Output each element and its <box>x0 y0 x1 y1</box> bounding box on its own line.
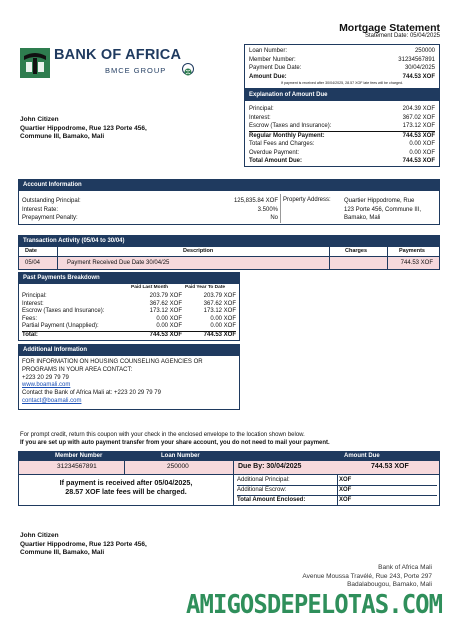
explanation-value: 744.53 XOF <box>402 158 435 164</box>
outstanding-label: Outstanding Principal: <box>22 198 81 204</box>
customer-address-line1: Quartier Hippodrome, Rue 123 Porte 456, <box>20 124 147 132</box>
coupon-due-amount: 744.53 XOF <box>371 462 409 470</box>
explanation-label: Regular Monthly Payment: <box>249 132 325 139</box>
row-description: Payment Received Due Date 30/04/25 <box>67 260 170 266</box>
property-address-line: 123 Porte 456, Commune III, <box>344 206 422 213</box>
mailing-address-line1: Quartier Hippodrome, Rue 123 Porte 456, <box>20 540 147 548</box>
watermark-text: AMIGOSDEPELOTAS.COM <box>186 590 443 620</box>
explanation-header: Explanation of Amount Due <box>245 90 439 101</box>
mailing-name: John Citizen <box>20 532 59 539</box>
past-last: 744.53 XOF <box>149 331 182 338</box>
explanation-label: Total Fees and Charges: <box>249 141 315 147</box>
coupon-sep <box>233 452 234 505</box>
past-last: 203.79 XOF <box>149 293 182 299</box>
transaction-box <box>18 235 440 270</box>
row-date: 05/04 <box>25 260 41 266</box>
email-link[interactable]: contact@boamali.com <box>22 397 82 404</box>
payment-due-value: 30/04/2025 <box>404 65 435 71</box>
late-fee-note: If payment is received after 30/04/2025, 28.57 XOF late fees will be charged. <box>280 81 404 85</box>
col-sep <box>57 247 58 269</box>
col-date: Date <box>25 248 37 254</box>
past-payments-table <box>22 293 236 340</box>
account-divider <box>280 194 281 223</box>
loan-number-value: 250000 <box>414 48 435 54</box>
statement-title: Mortgage Statement <box>339 22 440 34</box>
table-row <box>19 257 439 269</box>
add-principal-label: Additional Principal: <box>237 477 290 483</box>
coupon-amount-header: Amount Due <box>344 453 380 459</box>
explanation-box <box>244 89 440 167</box>
mailing-address <box>20 532 147 558</box>
past-ytd: 203.79 XOF <box>203 293 236 299</box>
past-label: Fees: <box>22 315 38 322</box>
explanation-value: 204.39 XOF <box>402 106 435 112</box>
remit-name: Bank of Africa Mali <box>378 564 432 571</box>
explanation-value: 173.12 XOF <box>402 123 435 129</box>
counseling-phone: +223 20 29 79 79 <box>22 374 69 381</box>
explanation-value: 367.02 XOF <box>402 114 435 121</box>
past-label: Escrow (Taxes and Insurance): <box>22 308 105 315</box>
coupon-due-by: Due By: 30/04/2025 <box>238 462 302 470</box>
past-label: Principal: <box>22 293 47 299</box>
paid-last-month-header: Paid Last Month <box>131 285 169 290</box>
past-last: 173.12 XOF <box>149 308 182 315</box>
past-ytd: 173.12 XOF <box>203 308 236 315</box>
property-address-line: Bamako, Mali <box>344 215 381 221</box>
mailing-address-line2: Commune III, Bamako, Mali <box>20 549 105 556</box>
coupon-instruction-2: If you are set up with auto payment transfer from your share account, you do not need to mail your payment. <box>20 439 330 446</box>
coupon-late-line: If payment is received after 05/04/2025, <box>59 478 193 487</box>
account-info-header: Account Information <box>19 180 439 191</box>
bank-logo-icon <box>20 48 50 78</box>
explanation-label: Overdue Payment: <box>249 149 300 156</box>
past-ytd: 367.62 XOF <box>203 300 236 307</box>
remit-line2: Badalabougou, Bamako, Mali <box>347 581 432 588</box>
total-enclosed-field[interactable]: XOF <box>339 497 352 503</box>
counseling-line1: FOR INFORMATION ON HOUSING COUNSELING AGENCIES OR <box>22 359 203 365</box>
loan-summary-box <box>244 44 440 89</box>
past-label: Interest: <box>22 300 44 307</box>
past-last: 0.00 XOF <box>156 315 182 322</box>
customer-address-line2: Commune III, Bamako, Mali <box>20 133 105 140</box>
past-label: Total: <box>22 331 38 338</box>
amount-due-label: Amount Due: <box>249 73 287 80</box>
coupon-late-line: 28.57 XOF late fees will be charged. <box>65 487 187 496</box>
col-sep <box>329 247 330 269</box>
explanation-label: Escrow (Taxes and Insurance): <box>249 123 332 129</box>
member-number-value: 31234567891 <box>398 56 435 63</box>
account-info-box <box>18 179 440 225</box>
rate-label: Interest Rate: <box>22 206 59 213</box>
counseling-line2: PROGRAMS IN YOUR AREA CONTACT: <box>22 366 133 373</box>
past-label: Partial Payment (Unapplied): <box>22 323 99 330</box>
coupon-values-row <box>19 461 439 474</box>
paid-ytd-header: Paid Year To Date <box>185 285 226 290</box>
transaction-header: Transaction Activity (05/04 to 30/04) <box>19 236 439 247</box>
penalty-label: Prepayment Penalty: <box>22 215 78 221</box>
contact-line: Contact the Bank of Africa Mali at: +223 20 29 79 79 <box>22 390 161 397</box>
past-ytd: 0.00 XOF <box>210 315 236 322</box>
coupon-line <box>19 474 439 475</box>
penalty-value: No <box>270 215 278 221</box>
explanation-value: 0.00 XOF <box>409 141 435 147</box>
past-payments-header: Past Payments Breakdown <box>19 273 239 284</box>
coupon-loan-number: 250000 <box>167 463 189 470</box>
explanation-label: Interest: <box>249 114 271 121</box>
explanation-label: Principal: <box>249 106 274 112</box>
transaction-columns <box>19 247 439 257</box>
loan-number-label: Loan Number: <box>249 48 288 54</box>
coupon-sep <box>337 475 338 505</box>
coupon-loan-header: Loan Number <box>161 453 200 459</box>
add-escrow-field[interactable]: XOF <box>339 487 352 493</box>
explanation-value: 744.53 XOF <box>402 132 435 139</box>
coupon-instruction-1: For prompt credit, return this coupon with your check in the enclosed envelope to the location shown below. <box>20 432 305 438</box>
past-last: 0.00 XOF <box>156 323 182 330</box>
coupon-sep <box>124 452 125 474</box>
customer-address <box>20 116 147 142</box>
globe-icon <box>182 63 194 75</box>
customer-name: John Citizen <box>20 116 59 123</box>
outstanding-value: 125,835.84 XOF <box>233 198 278 204</box>
additional-info-header: Additional Information <box>19 345 239 356</box>
remit-address <box>230 564 432 590</box>
coupon-instructions <box>20 432 440 447</box>
property-address-line: Quartier Hippodrome, Rue <box>344 198 415 204</box>
remit-line1: Avenue Moussa Travélé, Rue 243, Porte 297 <box>302 572 432 580</box>
coupon-member-number: 31234567891 <box>57 463 97 470</box>
add-principal-field[interactable]: XOF <box>339 477 352 483</box>
rate-value: 3.500% <box>257 206 278 213</box>
explanation-label: Total Amount Due: <box>249 158 302 164</box>
col-description: Description <box>183 248 214 254</box>
explanation-value: 0.00 XOF <box>409 149 435 156</box>
total-enclosed-label: Total Amount Enclosed: <box>237 497 306 503</box>
bank-group: BMCE GROUP <box>105 66 167 75</box>
col-sep <box>387 247 388 269</box>
amount-due-value: 744.53 XOF <box>402 73 435 80</box>
website-link[interactable]: www.boamali.com <box>22 382 71 389</box>
property-address <box>344 197 421 223</box>
payment-coupon <box>18 451 440 506</box>
coupon-late-notice <box>19 478 233 496</box>
property-address-label: Property Address: <box>283 197 331 203</box>
past-payments-box <box>18 272 240 341</box>
past-ytd: 744.53 XOF <box>203 331 236 338</box>
past-ytd: 0.00 XOF <box>210 323 236 330</box>
coupon-header-row <box>19 452 439 461</box>
statement-date: Statement Date: 05/04/2025 <box>364 33 440 39</box>
payment-due-label: Payment Due Date: <box>249 65 302 71</box>
past-last: 367.62 XOF <box>149 300 182 307</box>
row-payments: 744.53 XOF <box>400 260 433 266</box>
col-charges: Charges <box>345 248 368 254</box>
coupon-member-header: Member Number <box>55 453 103 459</box>
additional-info-box <box>18 344 240 410</box>
bank-name: BANK OF AFRICA <box>54 47 182 63</box>
col-payments: Payments <box>399 248 425 254</box>
member-number-label: Member Number: <box>249 56 296 63</box>
add-escrow-label: Additional Escrow: <box>237 487 287 493</box>
